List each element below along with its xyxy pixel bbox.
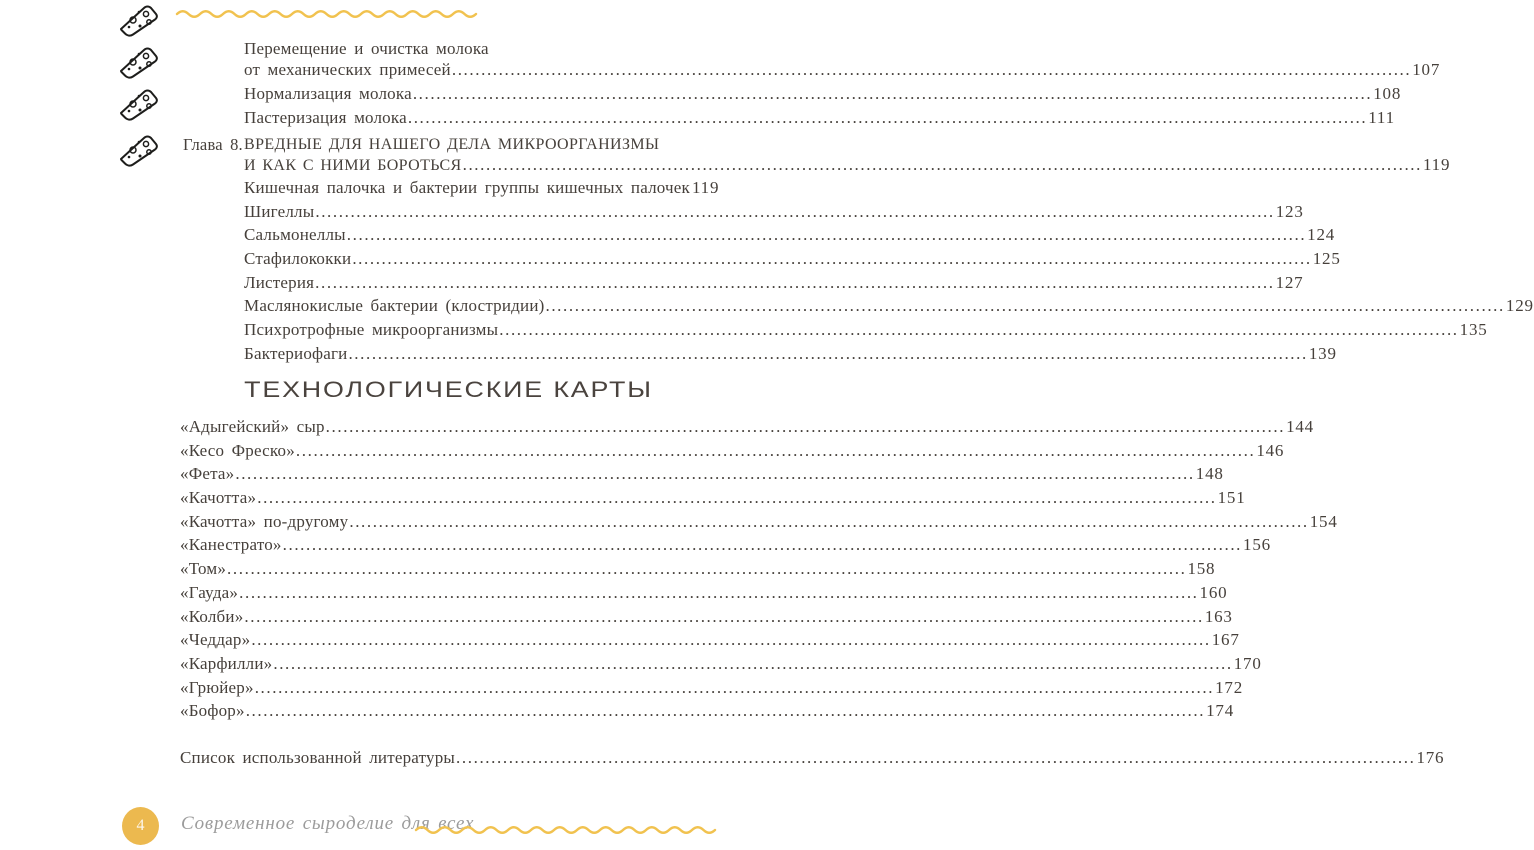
toc-entry-label: «Адыгейский» сыр bbox=[180, 417, 325, 436]
toc-entry[interactable] bbox=[180, 534, 1271, 555]
dot-leader bbox=[283, 534, 1242, 555]
toc-entry-page: 148 bbox=[1195, 464, 1224, 484]
toc-entry-page: 107 bbox=[1412, 60, 1441, 79]
toc-entry-page: 151 bbox=[1217, 488, 1246, 508]
toc-entry-page: 160 bbox=[1199, 582, 1228, 602]
toc-entry[interactable] bbox=[244, 39, 1441, 80]
dot-leader bbox=[246, 700, 1205, 721]
toc-entry[interactable] bbox=[180, 629, 1240, 650]
toc-entry-page: 111 bbox=[1368, 108, 1395, 127]
toc-entry-label: Список использованной литературы bbox=[180, 748, 456, 767]
dot-leader bbox=[235, 463, 1194, 484]
dot-leader bbox=[456, 747, 1415, 768]
toc-entry-page: 119 bbox=[692, 178, 720, 197]
dot-leader bbox=[326, 416, 1285, 437]
toc-entry[interactable] bbox=[244, 224, 1336, 245]
toc-entry-page: 135 bbox=[1459, 320, 1488, 340]
dot-leader bbox=[239, 582, 1198, 603]
dot-leader bbox=[315, 272, 1274, 293]
toc-entry-label: Сальмонеллы bbox=[244, 225, 346, 245]
dot-leader bbox=[463, 155, 1422, 175]
toc-entry-label: «Кесо Фреско» bbox=[180, 440, 295, 460]
toc-section-microorganisms bbox=[244, 177, 1534, 364]
toc-entry-page: 158 bbox=[1187, 559, 1216, 579]
toc-entry[interactable] bbox=[180, 558, 1216, 579]
toc-entry[interactable] bbox=[244, 248, 1341, 269]
toc-entry[interactable] bbox=[244, 319, 1488, 340]
dot-leader bbox=[349, 511, 1308, 532]
toc-entry-label: Психротрофные микроорганизмы bbox=[244, 320, 499, 340]
toc-section-tech-cards bbox=[180, 416, 1338, 721]
toc-entry[interactable] bbox=[180, 487, 1246, 508]
toc-entry-label: «Фета» bbox=[180, 464, 235, 484]
toc-entry-page: 176 bbox=[1416, 748, 1445, 767]
toc-entry[interactable] bbox=[244, 295, 1534, 316]
toc-entry-page: 172 bbox=[1215, 677, 1244, 697]
toc-entry[interactable] bbox=[180, 511, 1338, 532]
chapter-title-line1: ВРЕДНЫЕ ДЛЯ НАШЕГО ДЕЛА МИКРООРГАНИЗМЫ bbox=[244, 136, 660, 153]
toc-entry-label: «Карфилли» bbox=[180, 653, 273, 673]
toc-entry-label: Бактериофаги bbox=[244, 343, 348, 363]
toc-entry[interactable] bbox=[180, 582, 1228, 603]
toc-entry-page: 170 bbox=[1233, 653, 1262, 673]
toc-entry-label: «Том» bbox=[180, 559, 227, 579]
toc-entry[interactable] bbox=[244, 201, 1304, 222]
dot-leader bbox=[315, 201, 1274, 222]
toc-entry-label: Пастеризация молока bbox=[244, 108, 407, 127]
toc-entry-label: Маслянокислые бактерии (клостридии) bbox=[244, 296, 545, 316]
toc-entry-page: 125 bbox=[1312, 249, 1341, 269]
toc-entry-label: «Чеддар» bbox=[180, 630, 251, 650]
toc-entry-label: Шигеллы bbox=[244, 201, 315, 221]
toc-entry[interactable] bbox=[180, 653, 1262, 674]
cheese-wedge-icon bbox=[118, 45, 160, 79]
toc-entry-label: «Гауда» bbox=[180, 582, 239, 602]
cheese-wedge-icon bbox=[118, 133, 160, 167]
dot-leader bbox=[227, 558, 1186, 579]
toc-entry-label: «Колби» bbox=[180, 606, 244, 626]
wavy-line-decoration-bottom bbox=[414, 823, 720, 837]
wavy-line-decoration-top bbox=[175, 7, 482, 21]
dot-leader bbox=[352, 248, 1311, 269]
dot-leader bbox=[408, 107, 1367, 128]
page-number: 4 bbox=[136, 817, 145, 834]
toc-entry-label: Нормализация молока bbox=[244, 84, 412, 103]
page-number-badge bbox=[122, 807, 159, 845]
toc-entry[interactable] bbox=[180, 700, 1234, 721]
toc-entry-page: 144 bbox=[1286, 417, 1314, 436]
dot-leader bbox=[244, 606, 1203, 627]
toc-entry-page: 108 bbox=[1373, 84, 1402, 103]
toc-entry-page: 154 bbox=[1309, 511, 1338, 531]
toc-entry-label-line2: от механических примесей bbox=[244, 60, 451, 79]
dot-leader bbox=[255, 677, 1214, 698]
toc-entry[interactable] bbox=[180, 677, 1244, 698]
dot-leader bbox=[347, 224, 1306, 245]
toc-entry-label: Стафилококки bbox=[244, 249, 352, 269]
dot-leader bbox=[296, 440, 1255, 461]
toc-entry-page: 146 bbox=[1256, 440, 1285, 460]
toc-entry-page: 156 bbox=[1243, 535, 1271, 555]
toc-entry-page: 174 bbox=[1206, 701, 1234, 721]
dot-leader bbox=[251, 629, 1210, 650]
toc-entry-label: Листерия bbox=[244, 272, 315, 292]
toc-entry-page: 123 bbox=[1275, 201, 1304, 221]
toc-entry-page: 129 bbox=[1505, 296, 1534, 316]
toc-entry[interactable] bbox=[244, 107, 1395, 128]
toc-entry-label: «Качотта» по-другому bbox=[180, 511, 349, 531]
toc-entry-label: Кишечная палочка и бактерии группы кишечных палочек bbox=[244, 178, 690, 197]
toc-entry[interactable] bbox=[244, 343, 1337, 364]
dot-leader bbox=[413, 83, 1372, 104]
toc-entry[interactable] bbox=[180, 606, 1233, 627]
running-footer-book-title: Современное сыроделие для всех bbox=[181, 813, 475, 834]
cheese-wedge-icon bbox=[118, 87, 160, 121]
toc-entry[interactable] bbox=[244, 272, 1304, 293]
toc-entry-page: 167 bbox=[1211, 630, 1240, 650]
toc-entry-bibliography[interactable] bbox=[180, 747, 1445, 768]
toc-chapter-8-entry[interactable] bbox=[183, 135, 1451, 176]
section-heading-tech-cards: ТЕХНОЛОГИЧЕСКИЕ КАРТЫ bbox=[244, 377, 653, 402]
toc-entry-label: «Грюйер» bbox=[180, 677, 254, 697]
chapter-title-line2: И КАК С НИМИ БОРОТЬСЯ bbox=[244, 157, 462, 174]
toc-entry[interactable] bbox=[180, 416, 1314, 437]
toc-entry-page: 163 bbox=[1204, 606, 1233, 626]
dot-leader bbox=[348, 343, 1307, 364]
toc-entry[interactable] bbox=[180, 440, 1285, 461]
toc-entry-label-line1: Перемещение и очистка молока bbox=[244, 39, 489, 58]
toc-entry[interactable] bbox=[244, 177, 720, 198]
dot-leader bbox=[257, 487, 1216, 508]
toc-entry-label: «Бофор» bbox=[180, 701, 245, 721]
dot-leader bbox=[273, 653, 1232, 674]
toc-entry-label: «Канестрато» bbox=[180, 535, 282, 555]
toc-entry-page: 124 bbox=[1307, 225, 1336, 245]
toc-entry-page: 119 bbox=[1423, 155, 1451, 174]
toc-section-milk-processing bbox=[244, 39, 1441, 128]
toc-entry-page: 139 bbox=[1308, 343, 1337, 363]
dot-leader bbox=[452, 59, 1411, 80]
toc-entry-label: «Качотта» bbox=[180, 488, 257, 508]
dot-leader bbox=[499, 319, 1458, 340]
toc-entry[interactable] bbox=[244, 83, 1402, 104]
dot-leader bbox=[545, 295, 1504, 316]
cheese-wedge-icon bbox=[118, 3, 160, 37]
toc-entry-page: 127 bbox=[1275, 272, 1304, 292]
chapter-number-label: Глава 8. bbox=[183, 135, 243, 154]
toc-entry[interactable] bbox=[180, 463, 1224, 484]
